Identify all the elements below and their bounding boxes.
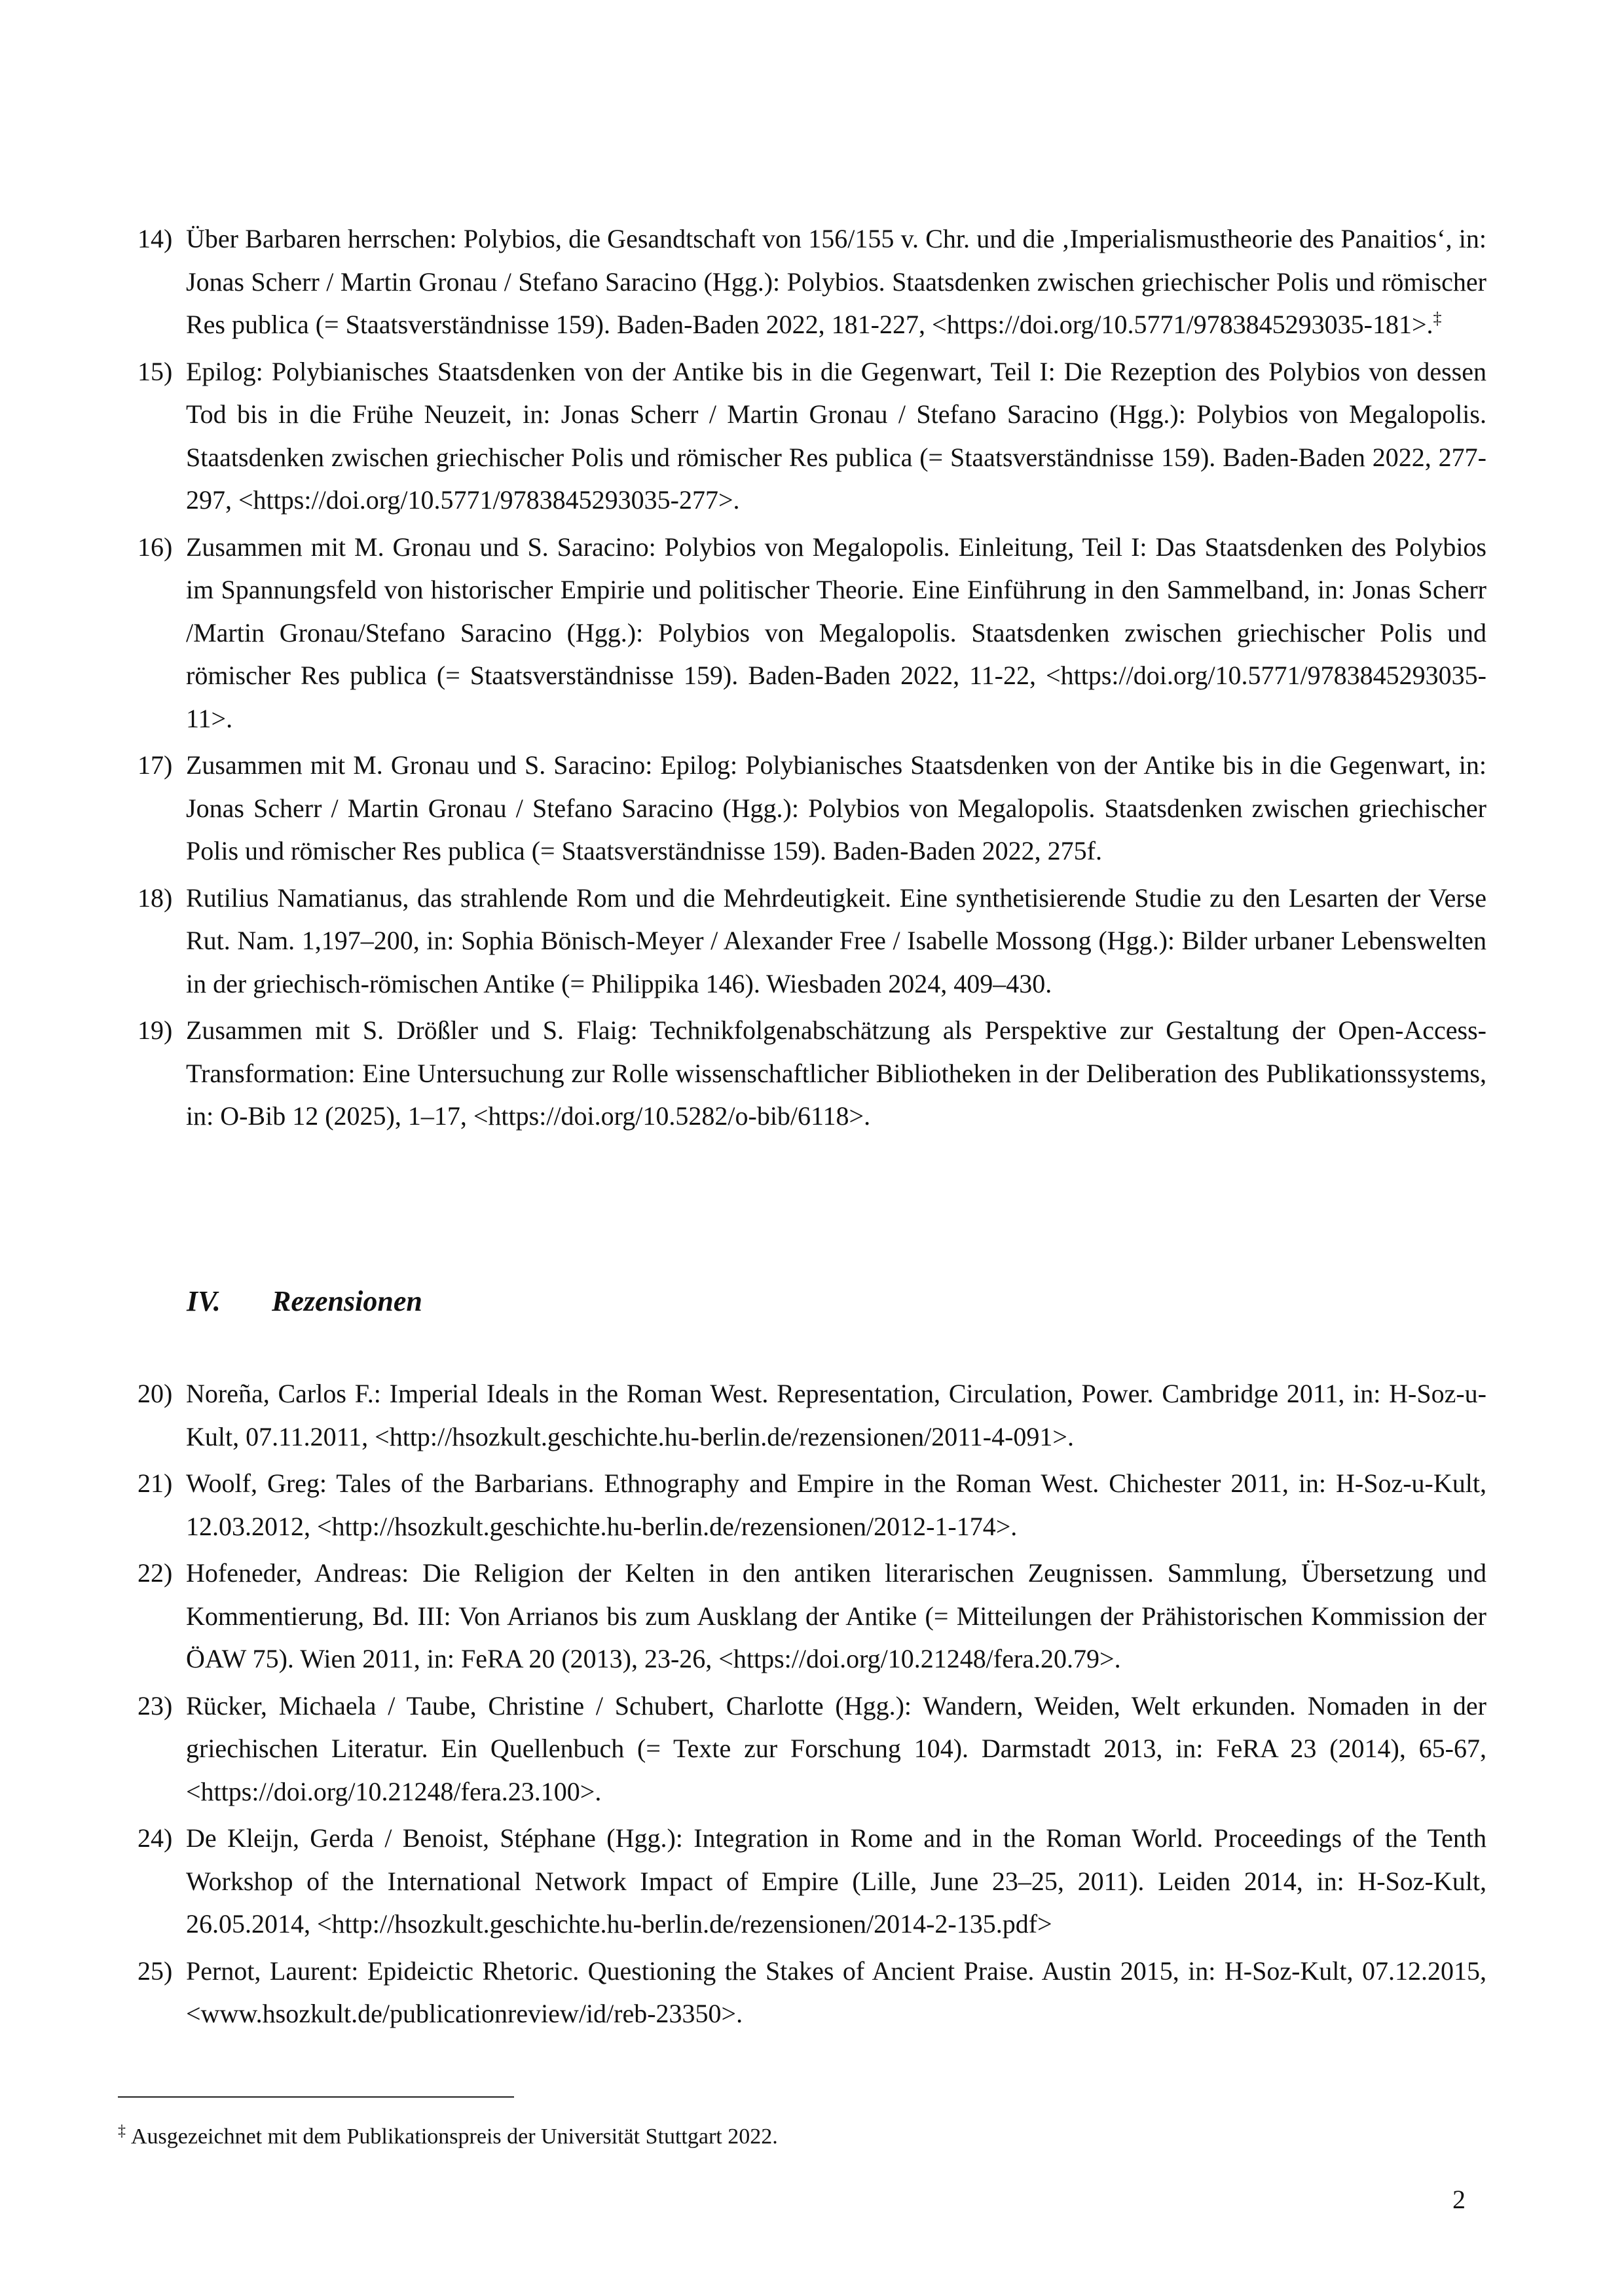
- entry-text: Pernot, Laurent: Epideictic Rhetoric. Questioning the Stakes of Ancient Praise. Austin 2015, in: H-Soz-Kult, 07.12.2015, <www.hsozkult.de/publicationreview/id/reb-23350>.: [186, 1956, 1486, 2028]
- entry-text: Hofeneder, Andreas: Die Religion der Kelten in den antiken literarischen Zeugnissen. Sammlung, Übersetzung und Kommentierung, Bd. III: Von Arrianos bis zum Ausklang der Antike (= Mitteilungen der Prähistorischen Kommission der ÖAW 75). Wien 2011, in: FeRA 20 (2013), 23-26, <https://doi.org/10.21248/fera.20.79>.: [186, 1558, 1486, 1673]
- entry-text: Zusammen mit M. Gronau und S. Saracino: Epilog: Polybianisches Staatsdenken von der Antike bis in die Gegenwart, in: Jonas Scherr / Martin Gronau / Stefano Saracino (Hgg.): Polybios von Megalopolis. Staatsdenken zwischen griechischer Polis und römischer Res publica (= Staatsverständnisse 159). Baden-Baden 2022, 275f.: [186, 750, 1486, 866]
- list-item: [138, 1817, 1486, 1946]
- entry-number: 19): [138, 1015, 173, 1045]
- entry-number: 15): [138, 356, 173, 386]
- entry-text: Über Barbaren herrschen: Polybios, die Gesandtschaft von 156/155 v. Chr. und die ‚Imperialismustheorie des Panaitios‘, in: Jonas Scherr / Martin Gronau / Stefano Saracino (Hgg.): Polybios. Staatsdenken zwischen griechischer Polis und römischer Res publica (= Staatsverständnisse 159). Baden-Baden 2022, 181-227, <https://doi.org/10.5771/9783845293035-181>.: [186, 224, 1486, 339]
- list-item: [138, 217, 1486, 346]
- entry-text: Woolf, Greg: Tales of the Barbarians. Ethnography and Empire in the Roman West. Chichester 2011, in: H-Soz-u-Kult, 12.03.2012, <http://hsozkult.geschichte.hu-berlin.de/rezensionen/2012-1-174>.: [186, 1468, 1486, 1541]
- entry-number: 25): [138, 1956, 173, 1986]
- section-title: Rezensionen: [272, 1285, 422, 1317]
- list-item: [138, 1950, 1486, 2035]
- entry-text: Rücker, Michaela / Taube, Christine / Schubert, Charlotte (Hgg.): Wandern, Weiden, Welt erkunden. Nomaden in der griechischen Literatur. Ein Quellenbuch (= Texte zur Forschung 104). Darmstadt 2013, in: FeRA 23 (2014), 65-67, <https://doi.org/10.21248/fera.23.100>.: [186, 1690, 1486, 1806]
- list-item: [138, 1009, 1486, 1138]
- entry-number: 23): [138, 1690, 173, 1721]
- list-item: [138, 1685, 1486, 1813]
- list-item: [138, 1462, 1486, 1548]
- list-item: [138, 877, 1486, 1006]
- entry-text: Rutilius Namatianus, das strahlende Rom und die Mehrdeutigkeit. Eine synthetisierende Studie zu den Lesarten der Verse Rut. Nam. 1,197–200, in: Sophia Bönisch-Meyer / Alexander Free / Isabelle Mossong (Hgg.): Bilder urbaner Lebenswelten in der griechisch-römischen Antike (= Philippika 146). Wiesbaden 2024, 409–430.: [186, 883, 1486, 998]
- entry-number: 17): [138, 750, 173, 780]
- entry-number: 24): [138, 1823, 173, 1853]
- section-heading: [187, 1285, 422, 1318]
- section-number: IV.: [187, 1285, 221, 1317]
- entry-number: 14): [138, 224, 173, 253]
- page-number: 2: [1452, 2185, 1466, 2214]
- entry-text: De Kleijn, Gerda / Benoist, Stéphane (Hgg.): Integration in Rome and in the Roman World. Proceedings of the Tenth Workshop of the International Network Impact of Empire (Lille, June 23–25, 2011). Leiden 2014, in: H-Soz-Kult, 26.05.2014, <http://hsozkult.geschichte.hu-berlin.de/rezensionen/2014-2-135.pdf>: [186, 1823, 1486, 1939]
- footnote: [118, 2123, 778, 2151]
- footnote-divider: [118, 2096, 514, 2098]
- list-item: [138, 350, 1486, 522]
- publication-list-part1: [138, 217, 1486, 1142]
- entry-text: Noreña, Carlos F.: Imperial Ideals in the Roman West. Representation, Circulation, Power. Cambridge 2011, in: H-Soz-u-Kult, 07.11.2011, <http://hsozkult.geschichte.hu-berlin.de/rezensionen/2011-4-091>.: [186, 1379, 1486, 1451]
- entry-text: Zusammen mit S. Drößler und S. Flaig: Technikfolgenabschätzung als Perspektive zur Gestaltung der Open-Access-Transformation: Eine Untersuchung zur Rolle wissenschaftlicher Bibliotheken in der Deliberation des Publikationssystems, in: O-Bib 12 (2025), 1–17, <https://doi.org/10.5282/o-bib/6118>.: [186, 1015, 1486, 1131]
- entry-text: Epilog: Polybianisches Staatsdenken von der Antike bis in die Gegenwart, Teil I: Die Rezeption des Polybios von dessen Tod bis in die Frühe Neuzeit, in: Jonas Scherr / Martin Gronau / Stefano Saracino (Hgg.): Polybios von Megalopolis. Staatsdenken zwischen griechischer Polis und römischer Res publica (= Staatsverständnisse 159). Baden-Baden 2022, 277-297, <https://doi.org/10.5771/9783845293035-277>.: [186, 356, 1486, 515]
- footnote-text: Ausgezeichnet mit dem Publikationspreis der Universität Stuttgart 2022.: [131, 2124, 778, 2149]
- entry-number: 16): [138, 532, 173, 562]
- list-item: [138, 526, 1486, 740]
- entry-number: 18): [138, 883, 173, 913]
- entry-number: 20): [138, 1379, 173, 1408]
- entry-text: Zusammen mit M. Gronau und S. Saracino: Polybios von Megalopolis. Einleitung, Teil I: Das Staatsdenken des Polybios im Spannungsfeld von historischer Empirie und politischer Theorie. Eine Einführung in den Sammelband, in: Jonas Scherr /Martin Gronau/Stefano Saracino (Hgg.): Polybios von Megalopolis. Staatsdenken zwischen griechischer Polis und römischer Res publica (= Staatsverständnisse 159). Baden-Baden 2022, 11-22, <https://doi.org/10.5771/9783845293035-11>.: [186, 532, 1486, 733]
- footnote-symbol: ‡: [118, 2122, 126, 2140]
- footnote-reference[interactable]: ‡: [1433, 308, 1442, 328]
- entry-number: 21): [138, 1468, 173, 1498]
- entry-number: 22): [138, 1558, 173, 1588]
- review-list: [138, 1372, 1486, 2039]
- list-item: [138, 1372, 1486, 1458]
- list-item: [138, 1552, 1486, 1681]
- list-item: [138, 744, 1486, 873]
